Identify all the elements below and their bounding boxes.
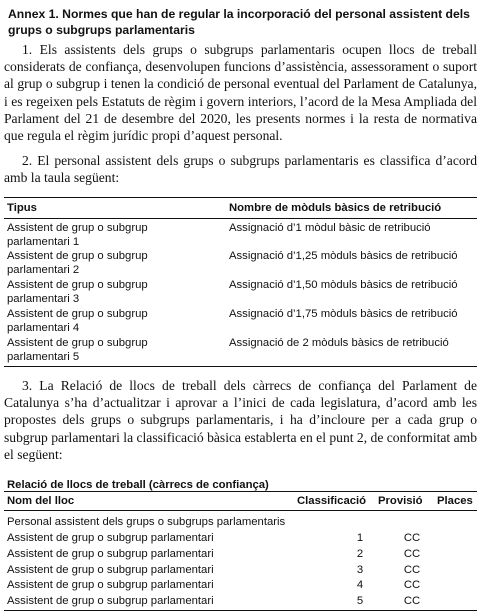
table1-row-3-tipus: Assistent de grup o subgrup parlamentari 3 (7, 279, 148, 305)
table2-header-rule (4, 510, 477, 511)
table1-header-rule (4, 218, 477, 219)
paragraph-1: 1. Els assistents dels grups o subgrups parlamentaris ocupen llocs de treball considerats de confiança, desenvolupen funcions d’assistència, assessorament o suport al grup o subgrup i tenen la condició de personal eventual del Parlament de Catalunya, i es regeixen pels Estatuts de règim i govern interiors, l’acord de la Mesa Ampliada del Parlament del 21 de desembre del 2020, les presents normes i la resta de normativa que regula el règim jurídic propi d’aquest personal. (4, 42, 477, 144)
table1-row-2-tipus: Assistent de grup o subgrup parlamentari 2 (7, 250, 148, 276)
table1-row-5-moduls: Assignació de 2 mòduls bàsics de retribució (229, 337, 449, 349)
table2-row-3-provisio: CC (403, 564, 421, 576)
table2-row-5-provisio: CC (403, 595, 421, 607)
table1-row-1-tipus: Assistent de grup o subgrup parlamentari 1 (7, 222, 148, 248)
table1-row-5-tipus: Assistent de grup o subgrup parlamentari 5 (7, 337, 148, 363)
paragraph-3: 3. La Relació de llocs de treball dels càrrecs de confiança del Parlament de Catalunya s’ha d’actualitzar i aprovar a l’inici de cada legislatura, d’acord amb les propostes dels grups o subgrups parlamentaris, i ha d’incloure per a cada grup o subgrup parlamentari la classificació bàsica establerta en el punt 2, de conformitat amb el següent: (4, 378, 477, 462)
table2-group-label: Personal assistent dels grups o subgrups parlamentaris (7, 516, 286, 528)
table2-row-3-nom: Assistent de grup o subgrup parlamentari (7, 564, 214, 576)
table1-row-3-moduls: Assignació d’1,50 mòduls bàsics de retribució (229, 279, 458, 291)
table2-header-provisio: Provisió (378, 495, 423, 507)
annex-title: Annex 1. Normes que han de regular la incorporació del personal assistent dels grups o subgrups parlamentaris (8, 7, 470, 37)
table2-row-5-nom: Assistent de grup o subgrup parlamentari (7, 595, 214, 607)
table2-bottom-rule (4, 610, 477, 611)
paragraph-2: 2. El personal assistent dels grups o subgrups parlamentaris es classifica d’acord amb la taula següent: (4, 153, 477, 186)
table2-header-places: Places (437, 495, 473, 507)
table2-row-4-classificacio: 4 (356, 579, 364, 591)
table1-header-tipus: Tipus (7, 202, 37, 214)
table1-header-moduls: Nombre de mòduls bàsics de retribució (229, 202, 442, 214)
table1-row-2-moduls: Assignació d’1,25 mòduls bàsics de retribució (229, 250, 458, 262)
table2-top-rule (4, 491, 477, 492)
table2-row-4-nom: Assistent de grup o subgrup parlamentari (7, 579, 214, 591)
table2-row-1-nom: Assistent de grup o subgrup parlamentari (7, 532, 214, 544)
table1-row-4-moduls: Assignació d’1,75 mòduls bàsics de retribució (229, 308, 458, 320)
table2-row-4-provisio: CC (403, 579, 421, 591)
table2-header-nom: Nom del lloc (7, 495, 75, 507)
table1-row-1-moduls: Assignació d’1 mòdul bàsic de retribució (229, 222, 431, 234)
table2-row-2-classificacio: 2 (356, 548, 364, 560)
table2-header-classificacio: Classificació (297, 495, 367, 507)
table2-row-2-provisio: CC (403, 548, 421, 560)
table1-row-4-tipus: Assistent de grup o subgrup parlamentari 4 (7, 308, 148, 334)
table1-bottom-rule (4, 366, 477, 367)
table2-row-2-nom: Assistent de grup o subgrup parlamentari (7, 548, 214, 560)
table1-top-rule (4, 197, 477, 198)
table2-row-1-provisio: CC (403, 532, 421, 544)
table2-row-5-classificacio: 5 (356, 595, 364, 607)
table2-caption: Relació de llocs de treball (càrrecs de confiança) (7, 479, 269, 491)
table2-row-3-classificacio: 3 (356, 564, 364, 576)
table2-row-1-classificacio: 1 (356, 532, 364, 544)
